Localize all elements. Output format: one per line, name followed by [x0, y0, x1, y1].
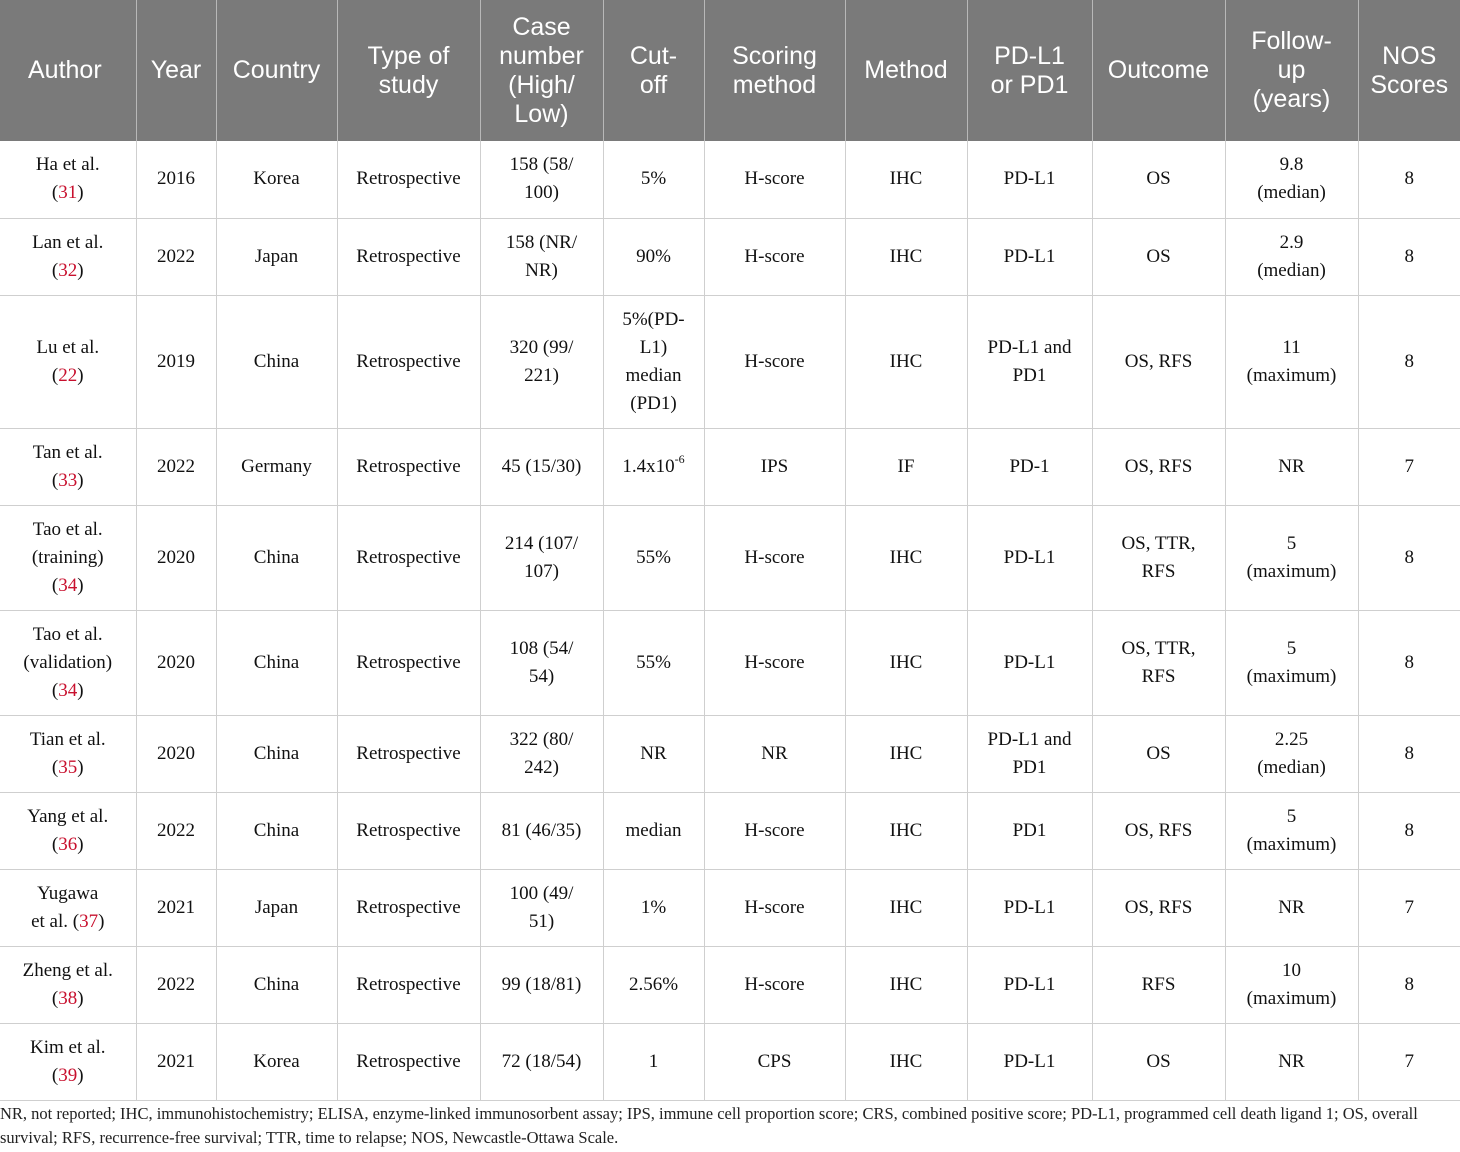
- table-row: [0, 428, 1460, 505]
- cell-year: 2020: [136, 610, 216, 715]
- cell-outcome: OS: [1092, 218, 1225, 295]
- cell-author: Tan et al. (33): [0, 428, 136, 505]
- cell-pd-l1-or-pd1: PD-L1: [967, 610, 1092, 715]
- cell-nos-score: 7: [1358, 428, 1460, 505]
- cell-country: China: [216, 946, 337, 1023]
- reference-link[interactable]: 22: [58, 364, 78, 386]
- cell-case-number: 81 (46/35): [480, 792, 603, 869]
- header-follow-up: Follow- up (years): [1225, 0, 1358, 141]
- cell-case-number: 320 (99/ 221): [480, 295, 603, 428]
- cell-follow-up: 2.25 (median): [1225, 715, 1358, 792]
- table-row: [0, 610, 1460, 715]
- cell-method: IHC: [845, 505, 967, 610]
- cell-outcome: OS, RFS: [1092, 792, 1225, 869]
- header-method: Method: [845, 0, 967, 141]
- reference-link[interactable]: 36: [58, 833, 78, 855]
- cell-method: IHC: [845, 141, 967, 218]
- cell-cut-off: 5%: [603, 141, 704, 218]
- cell-follow-up: 5 (maximum): [1225, 610, 1358, 715]
- cell-case-number: 158 (NR/ NR): [480, 218, 603, 295]
- cell-year: 2020: [136, 505, 216, 610]
- table-row: [0, 1023, 1460, 1100]
- cell-year: 2022: [136, 946, 216, 1023]
- reference-link[interactable]: 38: [58, 987, 78, 1009]
- table-row: [0, 869, 1460, 946]
- cell-author: Kim et al. (39): [0, 1023, 136, 1100]
- cell-scoring-method: H-score: [704, 141, 845, 218]
- table-row: [0, 218, 1460, 295]
- cell-pd-l1-or-pd1: PD-L1: [967, 218, 1092, 295]
- table-row: [0, 505, 1460, 610]
- cell-pd-l1-or-pd1: PD-L1 and PD1: [967, 715, 1092, 792]
- cell-scoring-method: H-score: [704, 505, 845, 610]
- cell-author: Yang et al. (36): [0, 792, 136, 869]
- cell-case-number: 214 (107/ 107): [480, 505, 603, 610]
- header-year: Year: [136, 0, 216, 141]
- header-case-number: Case number (High/ Low): [480, 0, 603, 141]
- cell-nos-score: 8: [1358, 715, 1460, 792]
- table-row: [0, 141, 1460, 218]
- cell-case-number: 108 (54/ 54): [480, 610, 603, 715]
- cell-follow-up: 2.9 (median): [1225, 218, 1358, 295]
- header-country: Country: [216, 0, 337, 141]
- header-author: Author: [0, 0, 136, 141]
- header-outcome: Outcome: [1092, 0, 1225, 141]
- cell-case-number: 45 (15/30): [480, 428, 603, 505]
- header-cut-off: Cut- off: [603, 0, 704, 141]
- cell-outcome: OS, RFS: [1092, 295, 1225, 428]
- cell-type-of-study: Retrospective: [337, 295, 480, 428]
- cell-year: 2021: [136, 869, 216, 946]
- cell-cut-off: 2.56%: [603, 946, 704, 1023]
- cell-scoring-method: H-score: [704, 218, 845, 295]
- cell-scoring-method: H-score: [704, 792, 845, 869]
- reference-link[interactable]: 39: [58, 1064, 78, 1086]
- cell-outcome: OS: [1092, 715, 1225, 792]
- table-row: [0, 792, 1460, 869]
- cell-nos-score: 8: [1358, 141, 1460, 218]
- cell-pd-l1-or-pd1: PD-L1: [967, 505, 1092, 610]
- cell-cut-off: NR: [603, 715, 704, 792]
- cell-method: IHC: [845, 792, 967, 869]
- cell-country: Japan: [216, 869, 337, 946]
- cell-method: IF: [845, 428, 967, 505]
- cell-follow-up: NR: [1225, 428, 1358, 505]
- cell-type-of-study: Retrospective: [337, 428, 480, 505]
- cell-scoring-method: H-score: [704, 946, 845, 1023]
- cell-pd-l1-or-pd1: PD-L1 and PD1: [967, 295, 1092, 428]
- cell-pd-l1-or-pd1: PD-1: [967, 428, 1092, 505]
- cell-country: China: [216, 610, 337, 715]
- cell-author: Tao et al. (training) (34): [0, 505, 136, 610]
- reference-link[interactable]: 33: [58, 469, 78, 491]
- cell-outcome: OS, TTR, RFS: [1092, 505, 1225, 610]
- cell-year: 2016: [136, 141, 216, 218]
- cell-year: 2021: [136, 1023, 216, 1100]
- cell-outcome: OS: [1092, 1023, 1225, 1100]
- cell-pd-l1-or-pd1: PD-L1: [967, 946, 1092, 1023]
- cell-nos-score: 8: [1358, 295, 1460, 428]
- reference-link[interactable]: 37: [79, 910, 99, 932]
- cell-author: Tian et al. (35): [0, 715, 136, 792]
- cell-cut-off: median: [603, 792, 704, 869]
- cell-type-of-study: Retrospective: [337, 505, 480, 610]
- reference-link[interactable]: 31: [58, 182, 78, 204]
- cell-type-of-study: Retrospective: [337, 715, 480, 792]
- cell-type-of-study: Retrospective: [337, 869, 480, 946]
- cell-follow-up: 5 (maximum): [1225, 792, 1358, 869]
- cell-author: Yugawa et al. (37): [0, 869, 136, 946]
- cell-type-of-study: Retrospective: [337, 218, 480, 295]
- cell-follow-up: NR: [1225, 869, 1358, 946]
- cell-outcome: RFS: [1092, 946, 1225, 1023]
- reference-link[interactable]: 34: [58, 574, 78, 596]
- cell-method: IHC: [845, 715, 967, 792]
- cell-year: 2020: [136, 715, 216, 792]
- cell-author: Tao et al. (validation) (34): [0, 610, 136, 715]
- cell-method: IHC: [845, 869, 967, 946]
- cell-nos-score: 8: [1358, 610, 1460, 715]
- cell-author: Ha et al. (31): [0, 141, 136, 218]
- cell-author: Lu et al. (22): [0, 295, 136, 428]
- cell-author: Lan et al. (32): [0, 218, 136, 295]
- cell-outcome: OS, RFS: [1092, 428, 1225, 505]
- cell-outcome: OS, TTR, RFS: [1092, 610, 1225, 715]
- cell-year: 2022: [136, 792, 216, 869]
- cell-follow-up: 10 (maximum): [1225, 946, 1358, 1023]
- reference-link[interactable]: 35: [58, 756, 78, 778]
- cell-method: IHC: [845, 610, 967, 715]
- cell-country: China: [216, 295, 337, 428]
- header-scoring-method: Scoring method: [704, 0, 845, 141]
- cell-pd-l1-or-pd1: PD-L1: [967, 141, 1092, 218]
- table-row: [0, 946, 1460, 1023]
- cell-country: Japan: [216, 218, 337, 295]
- cell-cut-off: 1%: [603, 869, 704, 946]
- reference-link[interactable]: 32: [58, 259, 78, 281]
- cell-scoring-method: CPS: [704, 1023, 845, 1100]
- cell-country: Germany: [216, 428, 337, 505]
- cell-cut-off: 1: [603, 1023, 704, 1100]
- header-nos-scores: NOS Scores: [1358, 0, 1460, 141]
- cell-case-number: 99 (18/81): [480, 946, 603, 1023]
- cell-nos-score: 8: [1358, 946, 1460, 1023]
- cell-type-of-study: Retrospective: [337, 946, 480, 1023]
- cell-country: China: [216, 505, 337, 610]
- cell-scoring-method: NR: [704, 715, 845, 792]
- cell-nos-score: 7: [1358, 869, 1460, 946]
- cell-scoring-method: H-score: [704, 610, 845, 715]
- cell-method: IHC: [845, 946, 967, 1023]
- cell-follow-up: 9.8 (median): [1225, 141, 1358, 218]
- reference-link[interactable]: 34: [58, 679, 78, 701]
- cell-outcome: OS: [1092, 141, 1225, 218]
- cell-pd-l1-or-pd1: PD1: [967, 792, 1092, 869]
- cell-author: Zheng et al. (38): [0, 946, 136, 1023]
- cell-case-number: 100 (49/ 51): [480, 869, 603, 946]
- cell-scoring-method: H-score: [704, 295, 845, 428]
- cell-type-of-study: Retrospective: [337, 1023, 480, 1100]
- cell-country: Korea: [216, 1023, 337, 1100]
- cell-case-number: 158 (58/ 100): [480, 141, 603, 218]
- cell-country: China: [216, 715, 337, 792]
- cell-method: IHC: [845, 1023, 967, 1100]
- cell-nos-score: 7: [1358, 1023, 1460, 1100]
- cell-country: China: [216, 792, 337, 869]
- cell-country: Korea: [216, 141, 337, 218]
- cell-method: IHC: [845, 218, 967, 295]
- cell-cut-off: 5%(PD- L1) median (PD1): [603, 295, 704, 428]
- cell-nos-score: 8: [1358, 505, 1460, 610]
- cell-follow-up: 11 (maximum): [1225, 295, 1358, 428]
- cell-type-of-study: Retrospective: [337, 610, 480, 715]
- cell-year: 2022: [136, 428, 216, 505]
- cell-method: IHC: [845, 295, 967, 428]
- cell-pd-l1-or-pd1: PD-L1: [967, 869, 1092, 946]
- cell-cut-off: 90%: [603, 218, 704, 295]
- cell-cut-off: 55%: [603, 505, 704, 610]
- header-pd-l1-or-pd1: PD-L1 or PD1: [967, 0, 1092, 141]
- table-body: [0, 141, 1460, 1100]
- cell-outcome: OS, RFS: [1092, 869, 1225, 946]
- cell-cut-off: 55%: [603, 610, 704, 715]
- cell-follow-up: NR: [1225, 1023, 1358, 1100]
- table-footnote: NR, not reported; IHC, immunohistochemistry; ELISA, enzyme-linked immunosorbent assay; IPS, immune cell proportion score; CRS, combined positive score; PD-L1, programmed cell death ligand 1; OS, overall survival; RFS, recurrence-free survival; TTR, time to relapse; NOS, Newcastle-Ottawa Scale.: [0, 1104, 1418, 1147]
- cell-type-of-study: Retrospective: [337, 141, 480, 218]
- cell-scoring-method: H-score: [704, 869, 845, 946]
- cell-year: 2019: [136, 295, 216, 428]
- cell-case-number: 72 (18/54): [480, 1023, 603, 1100]
- table-row: [0, 715, 1460, 792]
- cell-scoring-method: IPS: [704, 428, 845, 505]
- cell-pd-l1-or-pd1: PD-L1: [967, 1023, 1092, 1100]
- table-row: [0, 295, 1460, 428]
- header-type-of-study: Type of study: [337, 0, 480, 141]
- cell-follow-up: 5 (maximum): [1225, 505, 1358, 610]
- cell-nos-score: 8: [1358, 792, 1460, 869]
- header-row: [0, 0, 1460, 141]
- cell-cut-off: $1.4x10^{-6}$: [603, 428, 704, 505]
- cell-case-number: 322 (80/ 242): [480, 715, 603, 792]
- cell-year: 2022: [136, 218, 216, 295]
- cell-type-of-study: Retrospective: [337, 792, 480, 869]
- cell-nos-score: 8: [1358, 218, 1460, 295]
